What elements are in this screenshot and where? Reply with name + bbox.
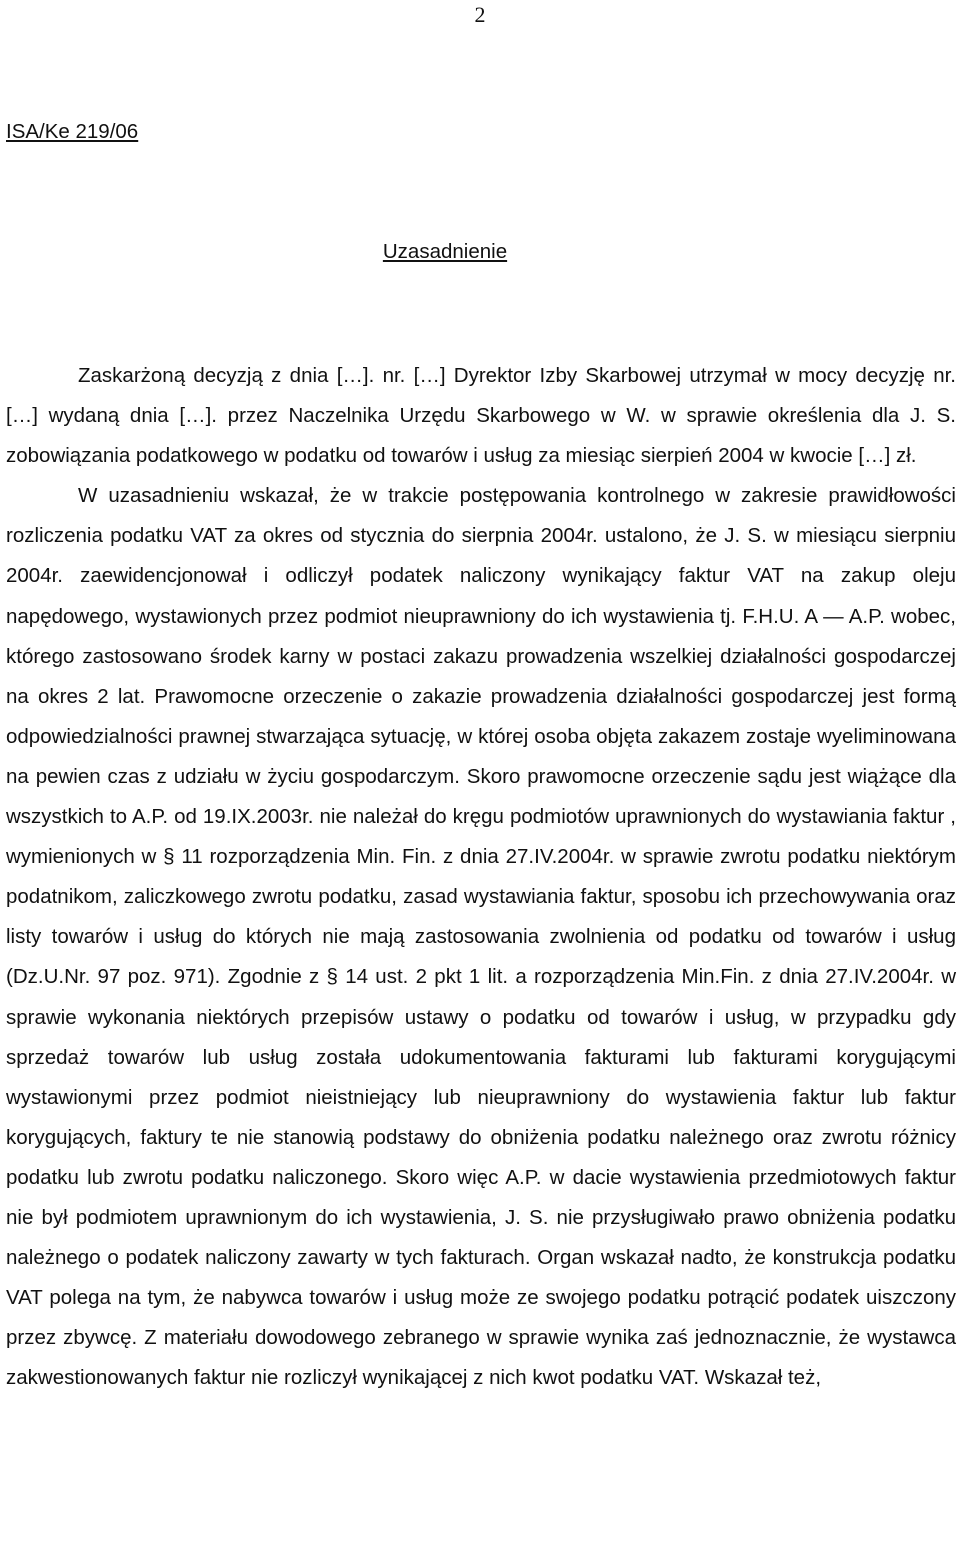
body-text [6, 356, 956, 1398]
paragraph-2: W uzasadnieniu wskazał, że w trakcie postępowania kontrolnego w zakresie prawidłowości rozliczenia podatku VAT za okres od stycznia do sierpnia 2004r. ustalono, że J. S. w miesiącu sierpniu 2004r. zaewidencjonował i odliczył podatek naliczony wynikający faktur VAT na zakup oleju napędowego, wystawionych przez podmiot nieuprawniony do ich wystawienia tj. F.H.U. A — A.P. wobec, którego zastosowano środek karny w postaci zakazu prowadzenia wszelkiej działalności gospodarczej na okres 2 lat. Prawomocne orzeczenie o zakazie prowadzenia działalności gospodarczej jest formą odpowiedzialności prawnej stwarzająca sytuację, w której osoba objęta zakazem zostaje wyeliminowana na pewien czas z udziału w życiu gospodarczym. Skoro prawomocne orzeczenie sądu jest wiążące dla wszystkich to A.P. od 19.IX.2003r. nie należał do kręgu podmiotów uprawnionych do wystawiania faktur , wymienionych w § 11 rozporządzenia Min. Fin. z dnia 27.IV.2004r. w sprawie zwrotu podatku niektórym podatnikom, zaliczkowego zwrotu podatku, zasad wystawiania faktur, sposobu ich przechowywania oraz listy towarów i usług do których nie mają zastosowania zwolnienia od podatku od towarów i usług (Dz.U.Nr. 97 poz. 971). Zgodnie z § 14 ust. 2 pkt 1 lit. a rozporządzenia Min.Fin. z dnia 27.IV.2004r. w sprawie wykonania niektórych przepisów ustawy o podatku od towarów i usług, w przypadku gdy sprzedaż towarów lub usług została udokumentowania fakturami lub fakturami korygującymi wystawionymi przez podmiot nieistniejący lub nieuprawniony do wystawienia faktur lub faktur korygujących, faktury te nie stanowią podstawy do obniżenia podatku należnego oraz zwrotu różnicy podatku lub zwrotu podatku naliczonego. Skoro więc A.P. w dacie wystawienia przedmiotowych faktur nie był podmiotem uprawnionym do ich wystawienia, J. S. nie przysługiwało prawo obniżenia podatku należnego o podatek naliczony zawarty w tych fakturach. Organ wskazał nadto, że konstrukcja podatku VAT polega na tym, że nabywca towarów i usług może ze swojego podatku potrącić podatek uiszczony przez zbywcę. Z materiału dowodowego zebranego w sprawie wynika zaś jednoznacznie, że wystawca zakwestionowanych faktur nie rozliczył wynikającej z nich kwot podatku VAT. Wskazał też, [6, 484, 956, 1390]
section-heading: Uzasadnienie [382, 240, 508, 263]
paragraph-1: Zaskarżoną decyzją z dnia […]. nr. […] Dyrektor Izby Skarbowej utrzymał w mocy decyzję nr. […] wydaną dnia […]. przez Naczelnika Urzędu Skarbowego w W. w sprawie określenia dla J. S. zobowiązania podatkowego w podatku od towarów i usług za miesiąc sierpień 2004 w kwocie […] zł. [6, 364, 956, 468]
case-number: ISA/Ke 219/06 [6, 120, 139, 143]
page-number: 2 [474, 2, 486, 27]
